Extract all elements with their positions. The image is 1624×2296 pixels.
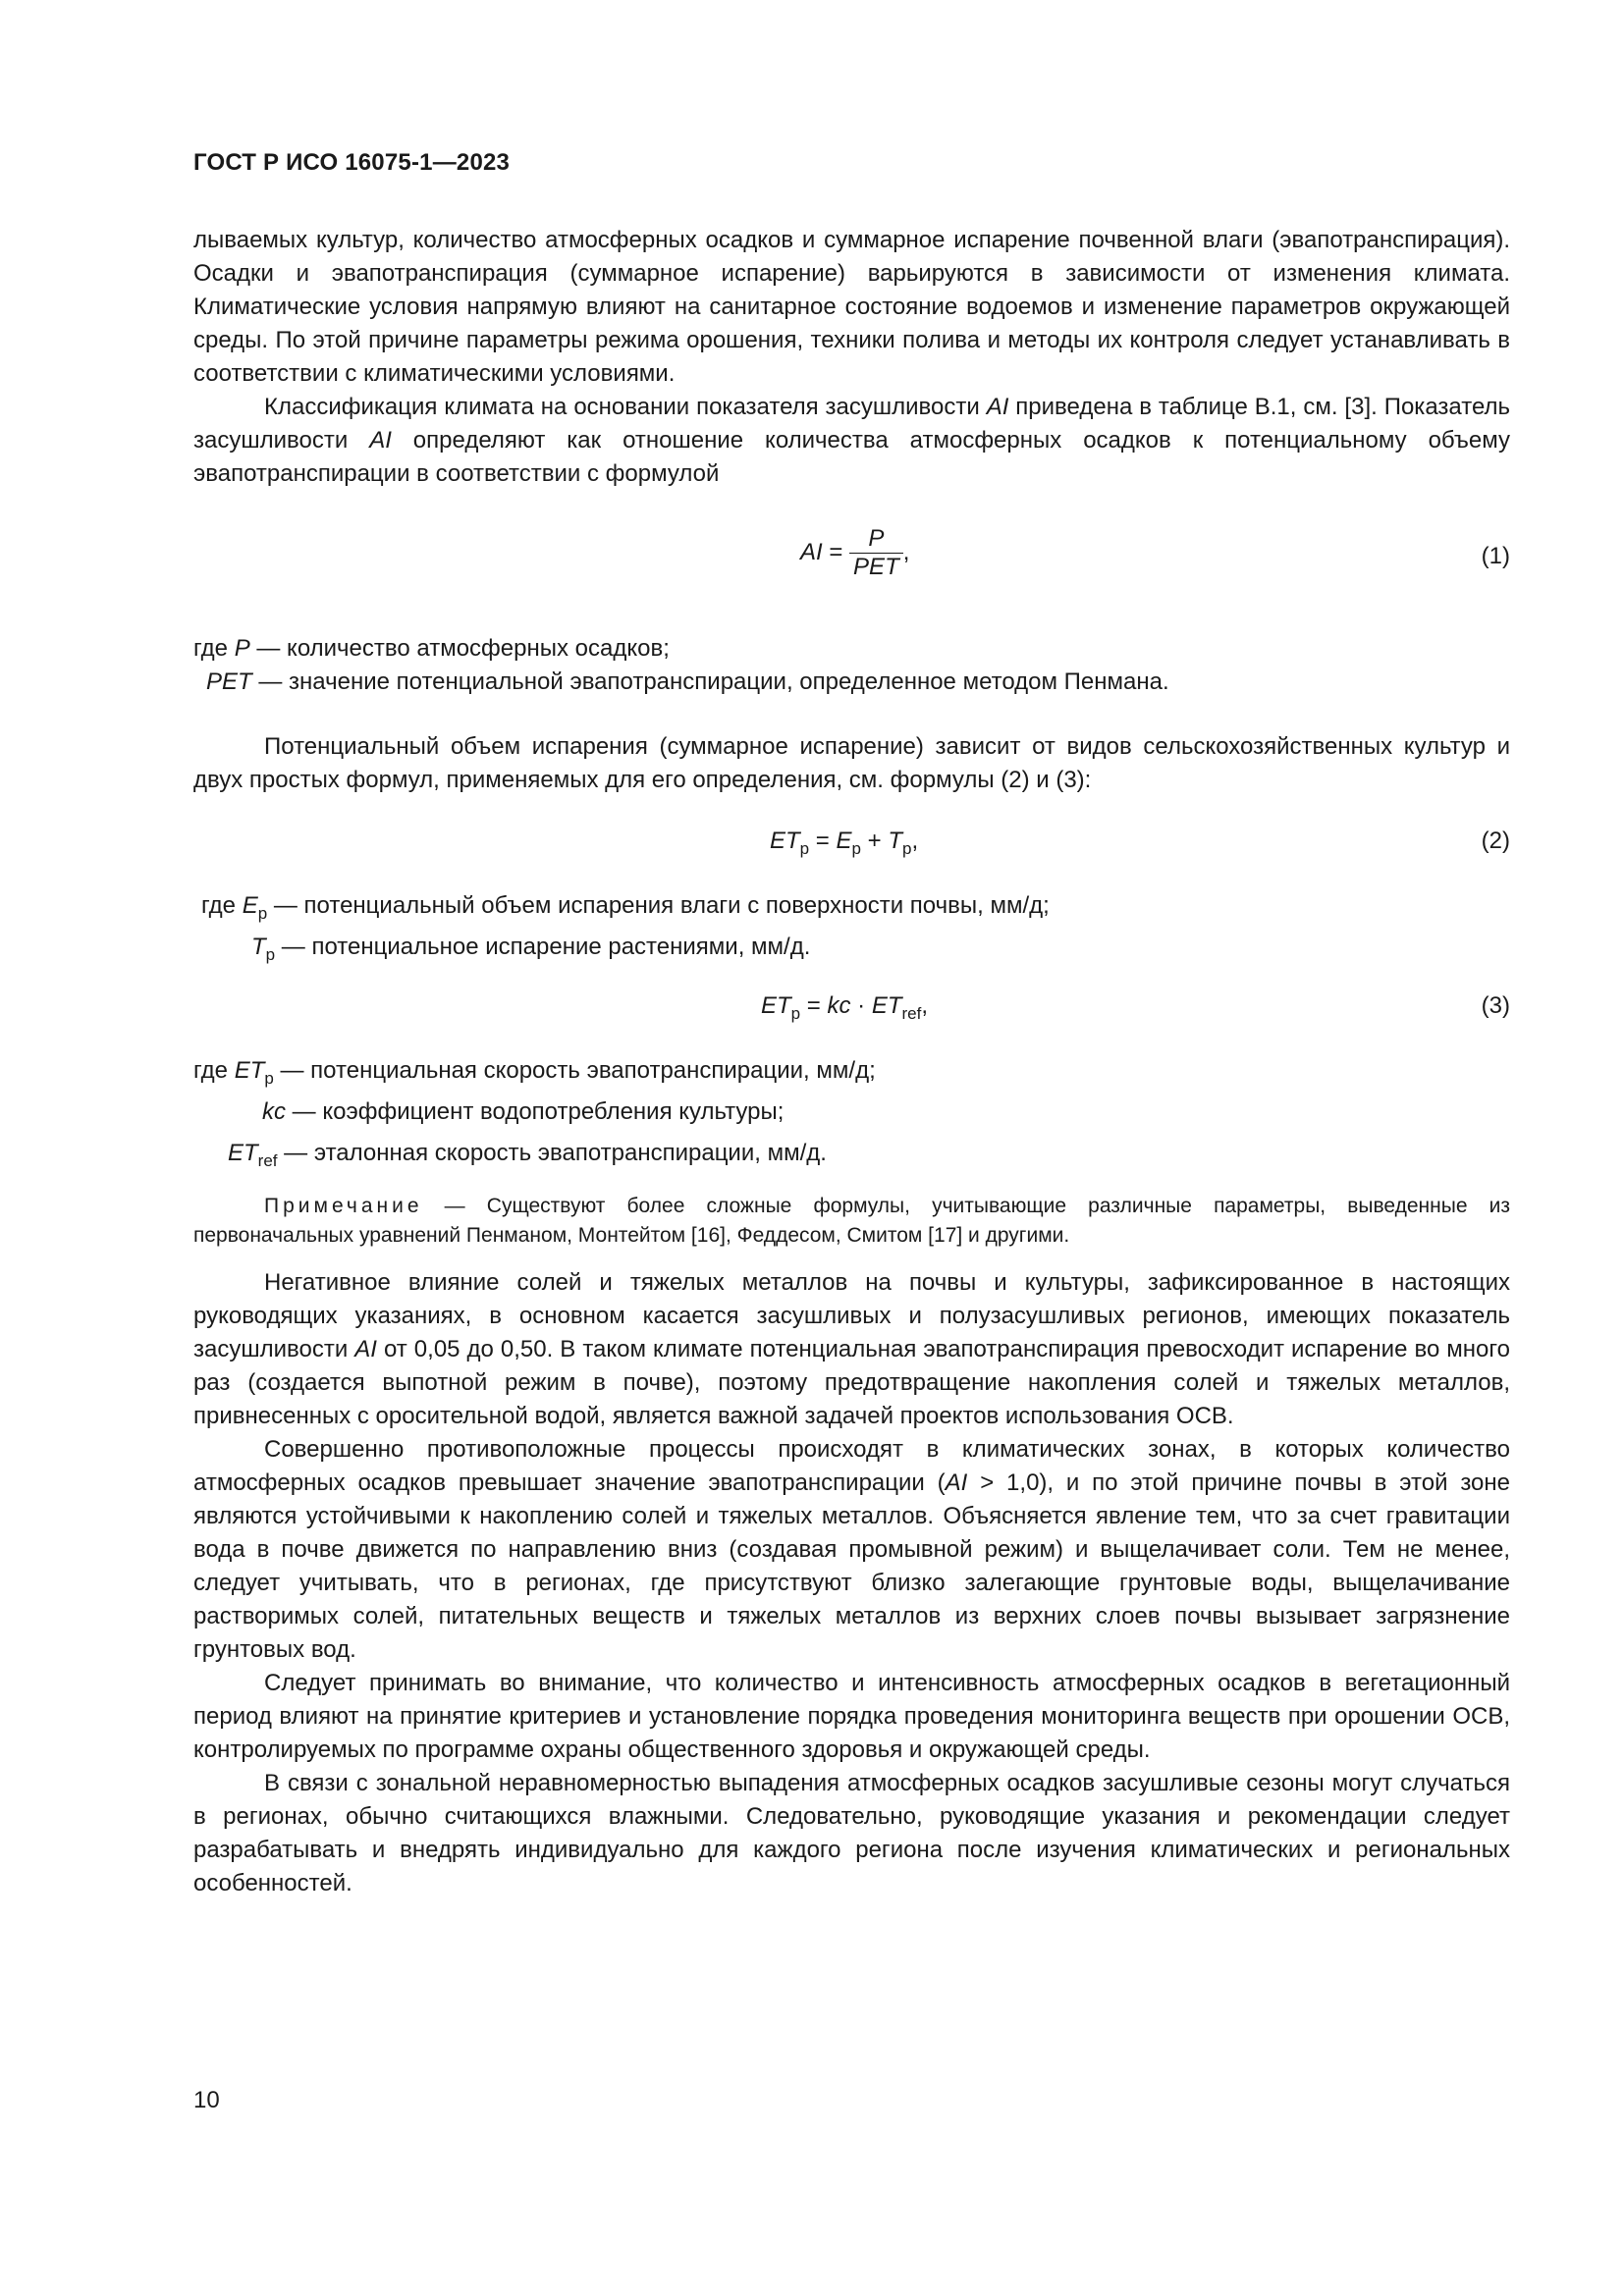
formula-3-number: (3) xyxy=(1481,992,1510,1019)
definition-row: $T_p$ — потенциальное испарение растениями, мм/д. xyxy=(251,934,811,964)
note-text: — Существуют более сложные формулы, учитывающие различные параметры, выведенные из первоначальных уравнений Пенманом, Монтейтом [16], Феддесом, Смитом [17] и другими. xyxy=(193,1195,1510,1247)
page-number: 10 xyxy=(193,2087,220,2113)
paragraph-2: Классификация климата на основании показателя засушливости AI приведена в таблице В.1, см. [3]. Показатель засушливости AI определяют как отношение количества атмосферных осадков к потенциальному объему эвапотранспирации в соответствии с формулой xyxy=(193,394,1510,487)
formula-2-number: (2) xyxy=(1481,828,1510,854)
formula-1-number: (1) xyxy=(1481,543,1510,569)
paragraph-7: В связи с зональной неравномерностью выпадения атмосферных осадков засушливые сезоны могут случаться в регионах, обычно считающихся влажными. Следовательно, руководящие указания и рекомендации следует разрабатывать и внедрять индивидуально для каждого региона после изучения климатических и региональных особенностей. xyxy=(193,1770,1510,1896)
formula-1-expression: AI = $\frac{P}{\text{PET}}$ , xyxy=(800,525,910,580)
definition-row: где $ET_p$ — потенциальная скорость эвапотранспирации, мм/д; xyxy=(193,1057,876,1088)
formula-2-expression: $ET_p = E_p + T_p$, xyxy=(770,828,919,858)
paragraph-1: лываемых культур, количество атмосферных осадков и суммарное испарение почвенной влаги (эвапотранспирация). Осадки и эвапотранспирация (суммарное испарение) варьируются в зависимости от изменения климата. Климатические условия напрямую влияют на санитарное состояние водоемов и изменение параметров окружающей среды. По этой причине параметры режима орошения, техники полива и методы их контроля следует устанавливать в соответствии с климатическими условиями. xyxy=(193,227,1510,387)
definition-row: где $E_p$ — потенциальный объем испарения влаги с поверхности почвы, мм/д; xyxy=(201,892,1050,923)
paragraph-3-block xyxy=(193,730,1510,797)
formula-1-fraction: $\frac{P}{\text{PET}}$ xyxy=(849,525,903,581)
formula-3 xyxy=(193,992,1510,1032)
definition-row: PET — значение потенциальной эвапотранспирации, определенное методом Пенмана. xyxy=(206,668,1169,695)
paragraph-3: Потенциальный объем испарения (суммарное испарение) зависит от видов сельскохозяйственных культур и двух простых формул, применяемых для его определения, см. формулы (2) и (3): xyxy=(193,733,1510,793)
formula-3-definitions xyxy=(193,1054,876,1178)
paragraph-6: Следует принимать во внимание, что количество и интенсивность атмосферных осадков в вегетационный период влияют на принятие критериев и установление порядка проведения мониторинга веществ при орошении ОСВ, контролируемых по программе охраны общественного здоровья и окружающей среды. xyxy=(193,1670,1510,1763)
main-text xyxy=(193,1266,1510,1900)
formula-2-definitions xyxy=(201,889,1050,972)
paragraph-4: Негативное влияние солей и тяжелых металлов на почвы и культуры, зафиксированное в настоящих руководящих указаниях, в основном касается засушливых и полузасушливых регионов, имеющих показатель засушливости AI от 0,05 до 0,50. В таком климате потенциальная эвапотранспирация превосходит испарение во много раз (создается выпотной режим в почве), поэтому предотвращение накопления солей и тяжелых металлов, привнесенных с оросительной водой, является важной задачей проектов использования ОСВ. xyxy=(193,1269,1510,1429)
document-header: ГОСТ Р ИСО 16075-1—2023 xyxy=(193,149,511,176)
definition-row: где P — количество атмосферных осадков; xyxy=(193,635,670,662)
formula-3-expression: $ET_p$ = kc · $ET_{ref}$, xyxy=(761,992,929,1023)
definition-row: kc — коэффициент водопотребления культуры; xyxy=(262,1098,785,1125)
note-block xyxy=(193,1192,1510,1251)
formula-1 xyxy=(193,525,1510,594)
formula-2 xyxy=(193,828,1510,867)
paragraph-5: Совершенно противоположные процессы происходят в климатических зонах, в которых количество атмосферных осадков превышает значение эвапотранспирации (AI > 1,0), и по этой причине почвы в этой зоне являются устойчивыми к накоплению солей и тяжелых металлов. Объясняется явление тем, что за счет гравитации вода в почве движется по направлению вниз (создавая промывной режим) и выщелачивает соли. Тем не менее, следует учитывать, что в регионах, где присутствуют близко залегающие грунтовые воды, выщелачивание растворимых солей, питательных веществ и тяжелых металлов из верхних слоев почвы вызывает загрязнение грунтовых вод. xyxy=(193,1436,1510,1663)
note-label: Примечание xyxy=(264,1195,423,1217)
definition-row: $ET_{ref}$ — эталонная скорость эвапотранспирации, мм/д. xyxy=(228,1140,827,1170)
intro-text xyxy=(193,224,1510,491)
formula-1-definitions xyxy=(193,632,1169,699)
note-paragraph xyxy=(193,1192,1510,1251)
